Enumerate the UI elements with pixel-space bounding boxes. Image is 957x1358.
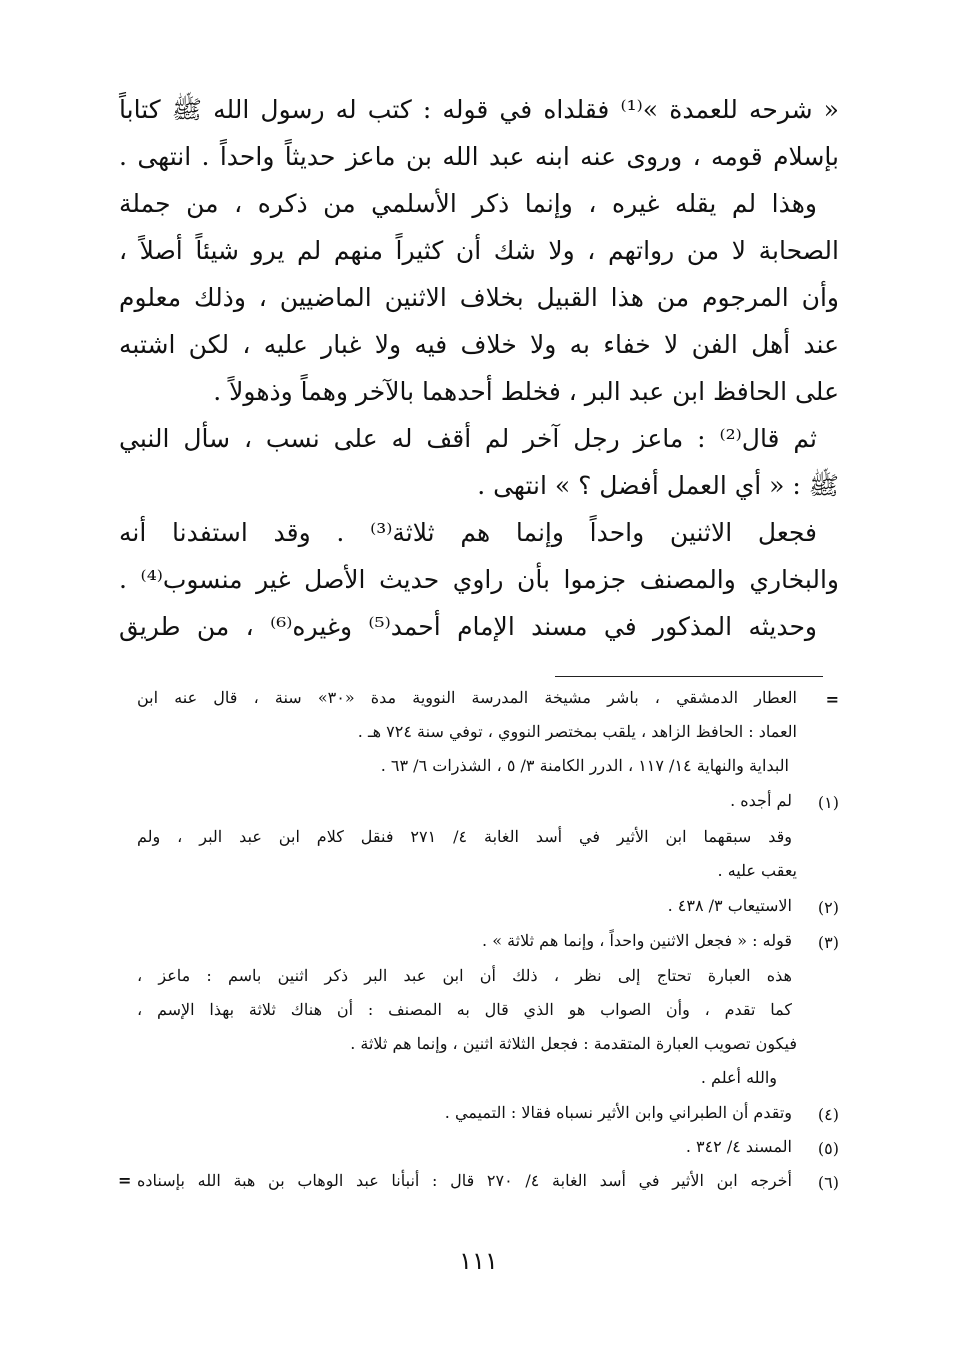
footnote-line: فيكون تصويب العبارة المتقدمة : فجعل الثلاثة اثنين ، وإنما هم ثلاثة .: [350, 1034, 797, 1053]
main-text-line: وحديثه المذكور في مسند الإمام أحمد⁽⁵⁾ وغيره⁽⁶⁾ ، من طريق: [119, 612, 817, 641]
footnote-line: الاستيعاب ٣/ ٤٣٨ .: [667, 896, 792, 915]
main-text-line: ثم قال⁽²⁾ : ماعز رجل آخر لم أقف له على نسب ، سأل النبي: [119, 424, 817, 453]
footnote-line: البداية والنهاية ١٤/ ١١٧ ، الدرر الكامنة ٣/ ٥ ، الشذرات ٦/ ٦٣ .: [380, 756, 789, 775]
footnote-number: (٤): [817, 1105, 839, 1124]
footnote-number: (٢): [817, 898, 839, 917]
footnote-line: كما تقدم ، وأن الصواب هو الذي قال به المصنف : أن هناك ثلاثة بهذا الإسم ،: [137, 1000, 792, 1019]
main-text-line: « شرحه للعمدة »⁽¹⁾ فقلداه في قوله : كتب له رسول الله ﷺ كتاباً: [119, 95, 839, 124]
footnote-line: هذه العبارة تحتاج إلى نظر ، ذلك أن ابن عبد البر ذكر اثنين باسم : ماعز ،: [137, 966, 792, 985]
main-text-line: بإسلام قومه ، وروى عنه ابنه عبد الله بن ماعز حديثاً واحداً . انتهى .: [119, 142, 839, 171]
main-text-line: فجعل الاثنين واحداً وإنما هم ثلاثة⁽³⁾ . وقد استفدنا أنه: [119, 518, 818, 547]
page-number: ١١١: [459, 1247, 498, 1275]
footnote-number: (٥): [817, 1139, 839, 1158]
main-text-line: ﷺ : « أي العمل أفضل ؟ » انتهى .: [477, 471, 839, 500]
main-text-line: والبخاري والمصنف جزموا بأن راوي حديث الأصل غير منسوب⁽⁴⁾ .: [119, 565, 839, 594]
main-text-line: وهذا لم يقله غيره ، وإنما ذكر الأسلمي من ذكره ، من جملة: [119, 189, 817, 218]
continuation-marker: =: [825, 690, 839, 709]
main-text-line: الصحابة لا من رواتهم ، ولا شك أن كثيراً منهم لم يرو شيئاً أصلاً ،: [119, 236, 839, 265]
footnote-number: (١): [817, 793, 839, 812]
main-text-line: عند أهل الفن لا خفاء به ولا خلاف فيه ولا غبار عليه ، لكن اشتبه: [119, 330, 839, 359]
footnote-line: والله أعلم .: [700, 1068, 777, 1087]
main-text-line: على الحافظ ابن عبد البر ، فخلط أحدهما بالآخر وهماً وذهولاً .: [213, 377, 839, 406]
continuation-marker: =: [118, 1171, 132, 1190]
footnote-number: (٣): [817, 933, 839, 952]
footnote-separator: [555, 676, 823, 677]
footnote-line: وقد سبقهما ابن الأثير في أسد الغابة ٤/ ٢٧١ فنقل كلام ابن عبد البر ، ولم: [137, 827, 793, 846]
footnote-line: العطار الدمشقي ، باشر مشيخة المدرسة النووية مدة «٣٠» سنة ، قال عنه ابن: [137, 688, 797, 707]
footnote-line: أخرجه ابن الأثير في أسد الغابة ٤/ ٢٧٠ قال : أنبأنا عبد الوهاب بن هبة الله بإسناده: [137, 1171, 793, 1190]
footnote-line: المسند ٤/ ٣٤٢ .: [685, 1137, 792, 1156]
footnote-line: العماد : الحافظ الزاهد ، يلقب بمختصر النووي ، توفي سنة ٧٢٤ هـ .: [357, 722, 797, 741]
footnote-number: (٦): [817, 1173, 839, 1192]
main-text-line: وأن المرجوم من هذا القبيل بخلاف الاثنين الماضيين ، وذلك معلوم: [119, 283, 839, 312]
footnote-line: لم أجده .: [730, 791, 792, 810]
footnote-line: قوله : « فجعل الاثنين واحداً ، وإنما هم ثلاثة » .: [482, 931, 792, 950]
footnote-line: وتقدم أن الطبراني وابن الأثير نسباه فقالا : التميمي .: [444, 1103, 792, 1122]
footnote-line: يعقب عليه .: [717, 861, 797, 880]
